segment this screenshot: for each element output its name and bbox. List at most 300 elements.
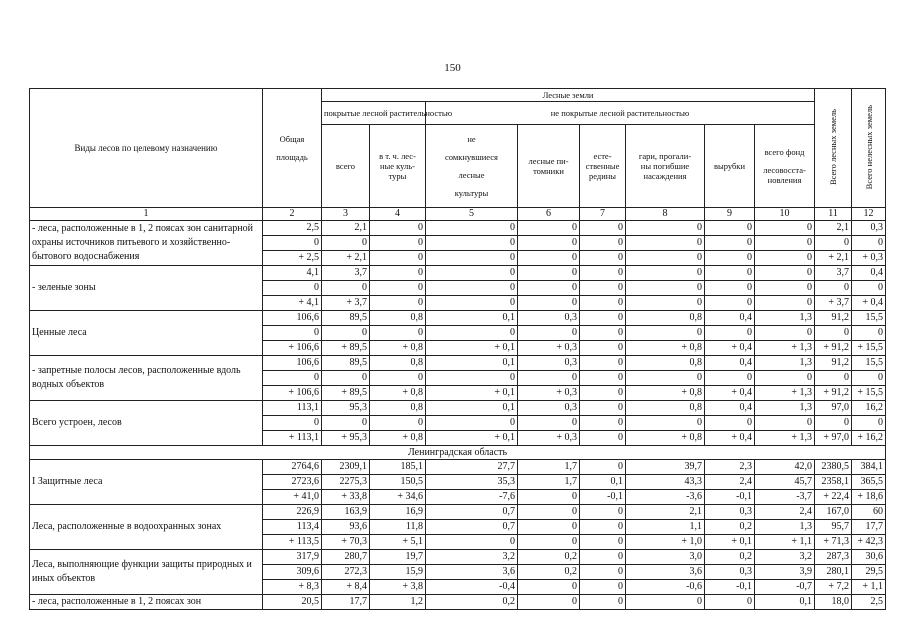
table-cell: 0: [852, 281, 886, 296]
table-cell: 2,5: [852, 595, 886, 610]
table-cell: 0,1: [426, 401, 518, 416]
table-cell: + 5,1: [370, 535, 426, 550]
table-cell: + 0,8: [626, 431, 705, 446]
table-cell: 0: [518, 505, 580, 520]
table-cell: 0: [580, 236, 626, 251]
table-cell: 0,7: [426, 505, 518, 520]
table-cell: 0: [518, 595, 580, 610]
col-number: 8: [626, 208, 705, 221]
table-cell: 0: [580, 266, 626, 281]
col-burnt-header: гари, прогали- ны погибшие насаждения: [626, 125, 705, 208]
table-cell: 3,6: [626, 565, 705, 580]
table-cell: 0: [370, 236, 426, 251]
table-cell: 35,3: [426, 475, 518, 490]
table-cell: 0: [322, 416, 370, 431]
table-cell: 0: [755, 281, 815, 296]
table-cell: 0,1: [580, 475, 626, 490]
table-cell: 280,7: [322, 550, 370, 565]
col-number: 7: [580, 208, 626, 221]
table-cell: 365,5: [852, 475, 886, 490]
table-cell: 0: [580, 281, 626, 296]
table-cell: 0: [370, 296, 426, 311]
table-cell: 272,3: [322, 565, 370, 580]
table-cell: 0,4: [852, 266, 886, 281]
table-cell: 27,7: [426, 460, 518, 475]
table-cell: 0: [322, 326, 370, 341]
table-cell: 91,2: [815, 311, 852, 326]
table-cell: + 0,3: [518, 431, 580, 446]
table-cell: 226,9: [263, 505, 322, 520]
table-cell: 42,0: [755, 460, 815, 475]
table-cell: + 0,3: [852, 251, 886, 266]
table-cell: + 70,3: [322, 535, 370, 550]
table-cell: 0: [580, 565, 626, 580]
table-cell: 0,3: [518, 356, 580, 371]
col-total-nonforest-header: Всего нелесных земель: [852, 89, 886, 208]
table-cell: 0: [580, 416, 626, 431]
table-cell: 0: [263, 236, 322, 251]
table-cell: 2358,1: [815, 475, 852, 490]
table-cell: + 0,1: [705, 535, 755, 550]
table-cell: 0: [518, 520, 580, 535]
table-cell: 0: [626, 236, 705, 251]
table-cell: 0: [426, 535, 518, 550]
col-cultures-header: в т. ч. лес- ные куль- туры: [370, 125, 426, 208]
table-cell: + 2,5: [263, 251, 322, 266]
col-number: 5: [426, 208, 518, 221]
table-cell: 0: [518, 490, 580, 505]
table-cell: 0: [815, 236, 852, 251]
table-cell: 0: [626, 371, 705, 386]
table-cell: + 0,8: [370, 341, 426, 356]
table-cell: 2,3: [705, 460, 755, 475]
table-cell: 0: [755, 221, 815, 236]
table-cell: 317,9: [263, 550, 322, 565]
table-cell: 2309,1: [322, 460, 370, 475]
table-cell: 0: [755, 416, 815, 431]
table-cell: 1,7: [518, 475, 580, 490]
table-cell: 0: [705, 266, 755, 281]
table-cell: 0: [705, 416, 755, 431]
table-cell: 0: [580, 386, 626, 401]
column-numbers-row: [30, 208, 886, 221]
table-cell: -0,4: [426, 580, 518, 595]
table-cell: + 22,4: [815, 490, 852, 505]
table-cell: 0: [755, 251, 815, 266]
col-all-header: всего: [322, 125, 370, 208]
table-row: [30, 221, 886, 236]
table-cell: + 91,2: [815, 386, 852, 401]
region-section: [30, 446, 886, 460]
table-row: [30, 550, 886, 565]
table-cell: 0: [580, 341, 626, 356]
col-nurseries-header: лесные пи- томники: [518, 125, 580, 208]
table-cell: + 33,8: [322, 490, 370, 505]
table-cell: 0: [580, 371, 626, 386]
table-cell: + 71,3: [815, 535, 852, 550]
table-cell: + 0,8: [626, 386, 705, 401]
table-cell: + 0,4: [705, 386, 755, 401]
row-category-name: Леса, расположенные в водоохранных зонах: [30, 505, 263, 550]
table-cell: 15,9: [370, 565, 426, 580]
table-cell: 167,0: [815, 505, 852, 520]
table-cell: 1,3: [755, 520, 815, 535]
table-cell: + 89,5: [322, 386, 370, 401]
table-cell: 0: [755, 326, 815, 341]
table-cell: 0,1: [426, 311, 518, 326]
table-cell: + 42,3: [852, 535, 886, 550]
table-cell: 0: [370, 326, 426, 341]
table-cell: 0: [518, 296, 580, 311]
table-cell: 0,3: [852, 221, 886, 236]
table-cell: 2,5: [263, 221, 322, 236]
table-cell: 0,2: [518, 565, 580, 580]
table-cell: -0,1: [705, 490, 755, 505]
table-cell: + 0,4: [705, 431, 755, 446]
table-cell: 0: [755, 371, 815, 386]
table-cell: 0: [518, 236, 580, 251]
table-cell: 113,4: [263, 520, 322, 535]
col-desc-header: Виды лесов по целевому назначению: [30, 89, 263, 208]
col-number: 12: [852, 208, 886, 221]
table-cell: + 3,7: [322, 296, 370, 311]
table-cell: 0,3: [705, 565, 755, 580]
table-cell: 0,4: [705, 356, 755, 371]
table-cell: + 8,3: [263, 580, 322, 595]
table-row: [30, 401, 886, 416]
table-cell: 43,3: [626, 475, 705, 490]
table-cell: 384,1: [852, 460, 886, 475]
table-cell: 0: [626, 281, 705, 296]
table-cell: 0: [518, 371, 580, 386]
table-cell: 0,2: [705, 550, 755, 565]
table-cell: 0: [322, 236, 370, 251]
table-cell: 0,2: [518, 550, 580, 565]
table-cell: + 1,0: [626, 535, 705, 550]
forest-land-table: [29, 88, 886, 610]
table-cell: 0: [626, 595, 705, 610]
table-cell: + 0,8: [370, 386, 426, 401]
table-cell: 0: [580, 595, 626, 610]
table-cell: + 89,5: [322, 341, 370, 356]
table-cell: 30,6: [852, 550, 886, 565]
table-cell: + 15,5: [852, 386, 886, 401]
table-cell: 3,7: [322, 266, 370, 281]
table-cell: + 0,1: [426, 431, 518, 446]
table-cell: 287,3: [815, 550, 852, 565]
table-cell: 150,5: [370, 475, 426, 490]
table-cell: 0: [815, 281, 852, 296]
table-cell: + 97,0: [815, 431, 852, 446]
table-cell: 0: [263, 371, 322, 386]
table-header: [30, 89, 886, 221]
col-total-area-header: Общая площадь: [263, 89, 322, 208]
col-natural-header: есте- ственные редины: [580, 125, 626, 208]
table-cell: 0: [518, 535, 580, 550]
table-cell: 15,5: [852, 356, 886, 371]
table-cell: 39,7: [626, 460, 705, 475]
table-cell: + 16,2: [852, 431, 886, 446]
col-fund-header: всего фонд лесовосста- новления: [755, 125, 815, 208]
table-cell: 0,8: [370, 401, 426, 416]
row-category-name: Всего устроен, лесов: [30, 401, 263, 446]
table-cell: 0,7: [426, 520, 518, 535]
table-cell: 0,4: [705, 311, 755, 326]
table-cell: 0: [580, 460, 626, 475]
table-cell: 0: [815, 371, 852, 386]
table-cell: + 95,3: [322, 431, 370, 446]
table-cell: 0,8: [626, 356, 705, 371]
table-cell: 0: [755, 266, 815, 281]
table-cell: 0: [705, 595, 755, 610]
table-cell: + 7,2: [815, 580, 852, 595]
table-cell: + 15,5: [852, 341, 886, 356]
table-cell: 2,1: [626, 505, 705, 520]
table-cell: + 3,8: [370, 580, 426, 595]
col-number: 10: [755, 208, 815, 221]
table-cell: + 2,1: [322, 251, 370, 266]
table-cell: 0: [426, 296, 518, 311]
table-cell: 0: [705, 326, 755, 341]
table-cell: 0,8: [370, 311, 426, 326]
table-cell: 97,0: [815, 401, 852, 416]
row-category-name: - запретные полосы лесов, расположенные вдоль водных объектов: [30, 356, 263, 401]
table-body-last: [30, 595, 886, 610]
table-cell: + 41,0: [263, 490, 322, 505]
table-body-section-a: [30, 221, 886, 446]
table-cell: 0: [426, 281, 518, 296]
table-cell: 3,2: [426, 550, 518, 565]
table-cell: 2764,6: [263, 460, 322, 475]
table-cell: 0: [580, 580, 626, 595]
table-row: [30, 311, 886, 326]
table-cell: 16,2: [852, 401, 886, 416]
table-cell: 3,2: [755, 550, 815, 565]
col-number: 9: [705, 208, 755, 221]
table-cell: 1,3: [755, 356, 815, 371]
page-number: 150: [444, 62, 461, 74]
table-cell: 0: [815, 326, 852, 341]
table-cell: 0: [580, 520, 626, 535]
table-cell: + 113,1: [263, 431, 322, 446]
table-cell: 2275,3: [322, 475, 370, 490]
table-cell: -3,7: [755, 490, 815, 505]
table-cell: + 3,7: [815, 296, 852, 311]
table-cell: 1,2: [370, 595, 426, 610]
table-cell: 4,1: [263, 266, 322, 281]
table-cell: 0,1: [426, 356, 518, 371]
table-cell: 91,2: [815, 356, 852, 371]
table-cell: 0,1: [755, 595, 815, 610]
table-cell: + 1,1: [755, 535, 815, 550]
table-cell: 0,8: [626, 401, 705, 416]
table-cell: + 4,1: [263, 296, 322, 311]
table-cell: 0,2: [705, 520, 755, 535]
table-cell: 106,6: [263, 356, 322, 371]
table-cell: 113,1: [263, 401, 322, 416]
table-cell: 2723,6: [263, 475, 322, 490]
table-cell: 0: [626, 326, 705, 341]
table-cell: 0: [370, 221, 426, 236]
table-cell: 0: [755, 296, 815, 311]
table-cell: 17,7: [322, 595, 370, 610]
table-cell: 0: [370, 371, 426, 386]
table-cell: 0: [705, 251, 755, 266]
table-cell: 0: [426, 266, 518, 281]
table-cell: 1,1: [626, 520, 705, 535]
table-cell: -0,6: [626, 580, 705, 595]
table-cell: 0: [518, 416, 580, 431]
table-cell: 0: [705, 371, 755, 386]
table-cell: 0: [626, 251, 705, 266]
col-number: 11: [815, 208, 852, 221]
table-cell: 0: [626, 296, 705, 311]
table-cell: 2,4: [705, 475, 755, 490]
table-cell: + 0,4: [705, 341, 755, 356]
table-cell: 0,2: [426, 595, 518, 610]
table-cell: 0: [518, 281, 580, 296]
table-cell: 0: [580, 296, 626, 311]
table-cell: 0,8: [626, 311, 705, 326]
table-cell: 0,3: [705, 505, 755, 520]
table-cell: 0: [370, 251, 426, 266]
table-cell: 0: [426, 371, 518, 386]
table-cell: 0,4: [705, 401, 755, 416]
table-cell: 0: [322, 371, 370, 386]
table-cell: 45,7: [755, 475, 815, 490]
table-cell: 0: [852, 371, 886, 386]
table-cell: 2380,5: [815, 460, 852, 475]
table-cell: 0: [426, 236, 518, 251]
table-cell: + 106,6: [263, 341, 322, 356]
table-cell: 19,7: [370, 550, 426, 565]
table-cell: + 91,2: [815, 341, 852, 356]
table-cell: 0: [518, 326, 580, 341]
table-cell: + 34,6: [370, 490, 426, 505]
table-cell: 0,8: [370, 356, 426, 371]
table-cell: 0: [370, 281, 426, 296]
table-cell: + 1,1: [852, 580, 886, 595]
table-cell: 0: [580, 505, 626, 520]
table-cell: -3,6: [626, 490, 705, 505]
table-cell: 95,7: [815, 520, 852, 535]
col-total-forest-header: Всего лесных земель: [815, 89, 852, 208]
table-cell: 15,5: [852, 311, 886, 326]
table-cell: 60: [852, 505, 886, 520]
table-cell: 0: [580, 550, 626, 565]
table-body-section-b: [30, 460, 886, 595]
table-cell: 1,3: [755, 311, 815, 326]
table-cell: 2,1: [322, 221, 370, 236]
table-cell: 3,0: [626, 550, 705, 565]
table-cell: 0: [426, 251, 518, 266]
table-row: [30, 266, 886, 281]
region-title: Ленинградская область: [30, 446, 886, 460]
table-cell: 1,7: [518, 460, 580, 475]
table-cell: 20,5: [263, 595, 322, 610]
table-cell: 0: [426, 416, 518, 431]
not-covered-header: не покрытые лесной растительностью: [426, 102, 815, 125]
table-row: [30, 595, 886, 610]
col-number: 2: [263, 208, 322, 221]
table-cell: 0: [580, 431, 626, 446]
row-category-name: Леса, выполняющие функции защиты природных и иных объектов: [30, 550, 263, 595]
table-cell: + 0,8: [626, 341, 705, 356]
table-cell: 29,5: [852, 565, 886, 580]
table-cell: -0,7: [755, 580, 815, 595]
table-cell: 0: [580, 326, 626, 341]
table-cell: + 113,5: [263, 535, 322, 550]
col-number: 4: [370, 208, 426, 221]
table-cell: 0: [815, 416, 852, 431]
table-cell: 0: [426, 221, 518, 236]
table-cell: 2,1: [815, 221, 852, 236]
covered-header: покрытые лесной растительностью: [322, 102, 426, 125]
table-cell: + 18,6: [852, 490, 886, 505]
col-unclosed-header: не сомкнувшиеся лесные культуры: [426, 125, 518, 208]
table-cell: + 8,4: [322, 580, 370, 595]
table-cell: 309,6: [263, 565, 322, 580]
table-cell: 0: [705, 296, 755, 311]
table-row: [30, 356, 886, 371]
table-cell: 0: [705, 236, 755, 251]
table-cell: + 1,3: [755, 341, 815, 356]
table-cell: 0: [518, 251, 580, 266]
table-cell: + 0,1: [426, 386, 518, 401]
table-cell: 0: [263, 281, 322, 296]
row-category-name: - леса, расположенные в 1, 2 поясах зон: [30, 595, 263, 610]
table-cell: 0: [263, 326, 322, 341]
table-cell: 0: [518, 580, 580, 595]
table-row: [30, 460, 886, 475]
row-category-name: - зеленые зоны: [30, 266, 263, 311]
table-cell: 163,9: [322, 505, 370, 520]
table-cell: 0: [626, 416, 705, 431]
table-cell: 0: [518, 221, 580, 236]
table-cell: -0,1: [580, 490, 626, 505]
table-cell: 0: [370, 416, 426, 431]
table-cell: 0: [263, 416, 322, 431]
col-cuttings-header: вырубки: [705, 125, 755, 208]
table-cell: 16,9: [370, 505, 426, 520]
col-number: 3: [322, 208, 370, 221]
table-cell: 0: [705, 281, 755, 296]
row-category-name: I Защитные леса: [30, 460, 263, 505]
table-cell: 11,8: [370, 520, 426, 535]
table-cell: 17,7: [852, 520, 886, 535]
table-cell: -7,6: [426, 490, 518, 505]
table-cell: 95,3: [322, 401, 370, 416]
table-cell: 0: [580, 401, 626, 416]
table-cell: 3,9: [755, 565, 815, 580]
col-number: 1: [30, 208, 263, 221]
table-cell: 280,1: [815, 565, 852, 580]
table-cell: 106,6: [263, 311, 322, 326]
table-cell: + 106,6: [263, 386, 322, 401]
table-cell: 1,3: [755, 401, 815, 416]
table-cell: 0: [580, 221, 626, 236]
table-cell: 93,6: [322, 520, 370, 535]
table-cell: 0: [626, 266, 705, 281]
table-cell: 0: [580, 356, 626, 371]
table-row: [30, 505, 886, 520]
table-cell: 89,5: [322, 311, 370, 326]
forest-lands-header: Лесные земли: [322, 89, 815, 102]
table-cell: + 0,8: [370, 431, 426, 446]
table-cell: 0: [580, 251, 626, 266]
table-cell: 0: [580, 311, 626, 326]
table-cell: 185,1: [370, 460, 426, 475]
